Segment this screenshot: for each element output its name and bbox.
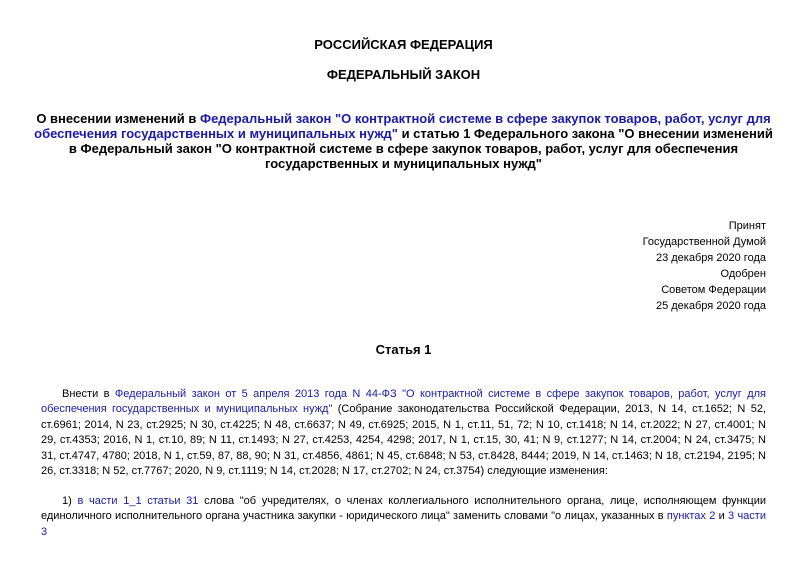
article-item-1	[41, 494, 766, 540]
approval-date: 25 декабря 2020 года	[655, 300, 766, 312]
article-intro-paragraph	[41, 387, 766, 479]
adoption-line: Принят	[728, 220, 766, 232]
item-points-link[interactable]: пунктах 2	[666, 510, 716, 523]
intro-law-link[interactable]: Федеральный закон от 5 апреля 2013 года N 44-ФЗ "О контрактной системе в сфере закупок товаров, работ, услуг для обеспечения государственных и муниципальных нужд"	[41, 388, 767, 416]
intro-citations: (Собрание законодательства Российской Федерации, 2013, N 14, ст.1652; N 52, ст.6961; 2014, N 23, ст.2925; N 30, ст.4225; N 48, ст.6637; N 49, ст.6925; 2015, N 1, ст.11, 51, 72; N 10, ст.1418; N 14, ст.2022; N 27, ст.4001; N 29, ст.4353; 2016, N 1, ст.10, 89; N 11, ст.1493; N 27, ст.4253, 4254, 4298; 2017, N 1, ст.15, 30, 41; N 9, ст.1277; N 14, ст.2004; N 24, ст.3475; N 31, ст.4747, 4780; 2018, N 1, ст.59, 87, 88, 90; N 31, ст.4856, 4861; N 45, ст.6848; N 53, ст.8428, 8444; 2019, N 14, ст.1463; N 18, ст.2194, 2195; N 26, ст.3318; N 52, ст.7767; 2020, N 9, ст.1119; N 14, ст.2028; N 17, ст.2702; N 24, ст.3754) следующие изменения:	[41, 403, 766, 478]
adoption-line: Государственной Думой	[642, 236, 766, 248]
approval-line: Советом Федерации	[661, 284, 766, 296]
item-part-link[interactable]: в части 1_1 статьи 31	[77, 495, 199, 507]
title-law-link[interactable]: Федеральный закон "О контрактной системе в сфере закупок товаров, работ, услуг для обеспечения государственных и муниципальных нужд"	[34, 111, 771, 141]
adoption-block	[643, 218, 766, 314]
item-text: слова "об учредителях, о членах коллегиального исполнительного органа, лице, исполняющем функции единоличного исполнительного органа участника закупки - юридического лица" заменить словами "о лицах, указанных в	[41, 495, 766, 523]
intro-prefix: Внести в	[62, 388, 115, 400]
approval-line: Одобрен	[720, 268, 766, 280]
title-suffix: и статью 1 Федерального закона "О внесении изменений в Федеральный закон "О контрактной системе в сфере закупок товаров, работ, услуг для обеспечения государственных и муниципальных нужд"	[68, 126, 773, 171]
country-heading: РОССИЙСКАЯ ФЕДЕРАЦИЯ	[314, 37, 493, 52]
adoption-date: 23 декабря 2020 года	[655, 252, 766, 264]
item-conjunction: и	[715, 510, 729, 523]
law-title	[30, 111, 777, 171]
item-part3-link[interactable]: 3 части 3	[41, 510, 766, 538]
title-prefix: О внесении изменений в	[36, 111, 200, 126]
document-type-heading: ФЕДЕРАЛЬНЫЙ ЗАКОН	[326, 67, 481, 82]
item-number: 1)	[62, 495, 78, 507]
article-heading: Статья 1	[375, 342, 432, 357]
